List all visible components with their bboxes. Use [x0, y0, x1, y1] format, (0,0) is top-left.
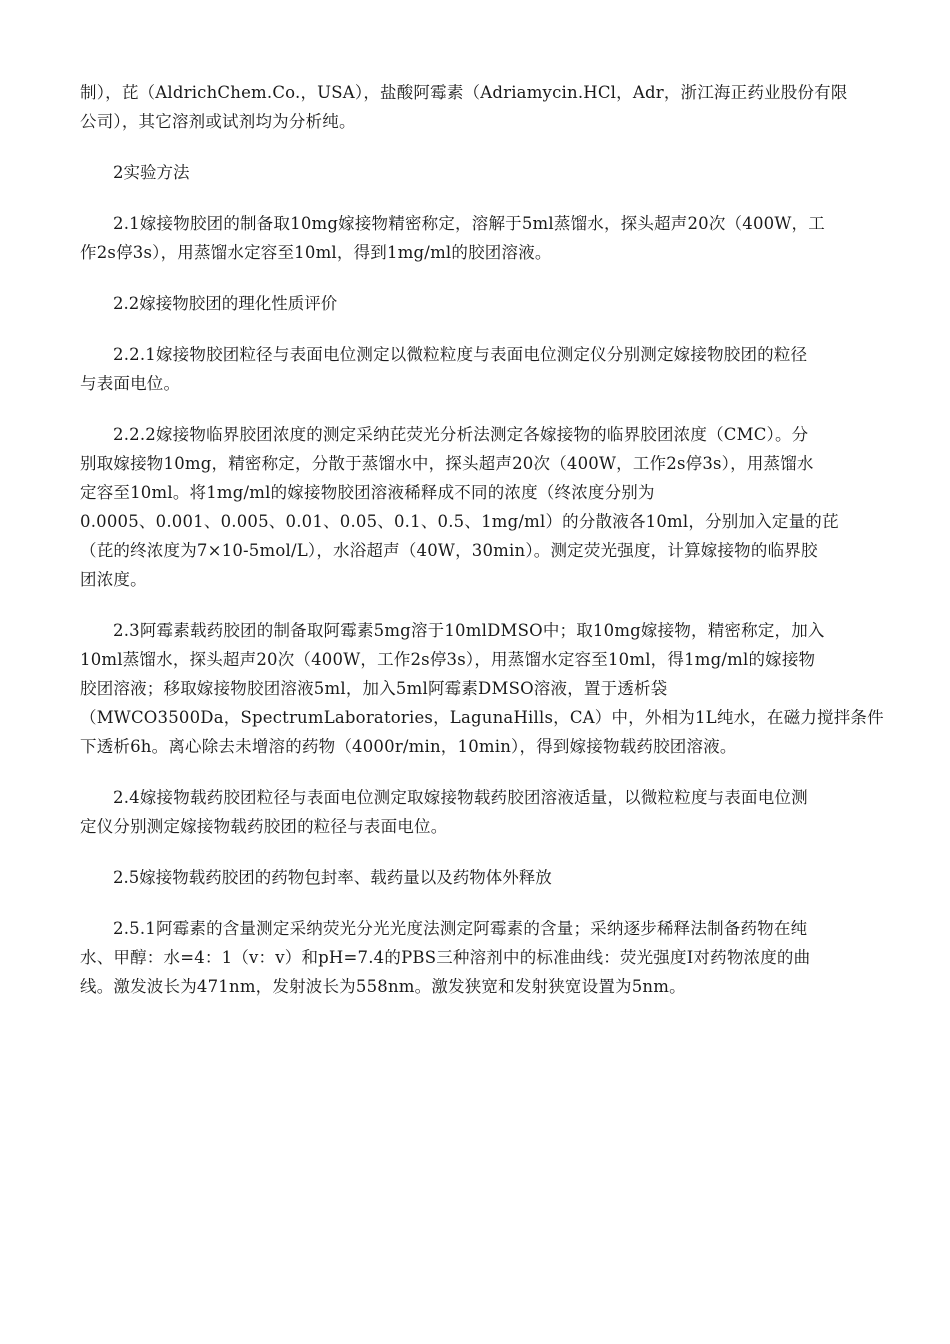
- text-line: 与表面电位。: [80, 374, 181, 393]
- text-line: 团浓度。: [80, 570, 147, 589]
- heading-text: 2.2嫁接物胶团的理化性质评价: [113, 294, 338, 313]
- section-heading-2: [80, 158, 870, 187]
- paragraph-2-2-2: [80, 420, 870, 594]
- section-heading-2-5: [80, 863, 870, 892]
- text-line: 线。激发波长为471nm，发射波长为558nm。激发狭宽和发射狭宽设置为5nm。: [80, 977, 686, 996]
- text-line: 2.5.1阿霉素的含量测定采纳荧光分光光度法测定阿霉素的含量；采纳逐步稀释法制备药物在纯: [113, 919, 808, 938]
- paragraph-2-2-1: [80, 340, 870, 398]
- text-line: 2.2.1嫁接物胶团粒径与表面电位测定以微粒粒度与表面电位测定仪分别测定嫁接物胶团的粒径: [113, 345, 808, 364]
- paragraph-2-3: [80, 616, 884, 761]
- text-line: 2.4嫁接物载药胶团粒径与表面电位测定取嫁接物载药胶团溶液适量，以微粒粒度与表面电位测: [113, 788, 808, 807]
- text-line: 2.3阿霉素载药胶团的制备取阿霉素5mg溶于10mlDMSO中；取10mg嫁接物，精密称定，加入: [113, 621, 825, 640]
- text-line: （MWCO3500Da，SpectrumLaboratories，LagunaHills，CA）中，外相为1L纯水，在磁力搅拌条件: [80, 708, 884, 727]
- section-heading-2-2: [80, 289, 870, 318]
- text-line: 0.0005、0.001、0.005、0.01、0.05、0.1、0.5、1mg/ml）的分散液各10ml，分别加入定量的芘: [80, 512, 839, 531]
- text-line: 制），芘（AldrichChem.Co.，USA），盐酸阿霉素（Adriamycin.HCl，Adr，浙江海正药业股份有限: [80, 83, 848, 102]
- text-line: 2.1嫁接物胶团的制备取10mg嫁接物精密称定，溶解于5ml蒸馏水，探头超声20次（400W，工: [113, 214, 825, 233]
- document-page: [80, 78, 884, 1023]
- text-line: 公司），其它溶剂或试剂均为分析纯。: [80, 112, 356, 131]
- heading-text: 2实验方法: [113, 163, 190, 182]
- text-line: （芘的终浓度为7×10-5mol/L），水浴超声（40W，30min）。测定荧光强度，计算嫁接物的临界胶: [80, 541, 818, 560]
- text-line: 2.2.2嫁接物临界胶团浓度的测定采纳芘荧光分析法测定各嫁接物的临界胶团浓度（CMC）。分: [113, 425, 809, 444]
- text-line: 定容至10ml。将1mg/ml的嫁接物胶团溶液稀释成不同的浓度（终浓度分别为: [80, 483, 655, 502]
- text-line: 作2s停3s），用蒸馏水定容至10ml，得到1mg/ml的胶团溶液。: [80, 243, 552, 262]
- paragraph-2-5-1: [80, 914, 870, 1001]
- paragraph-2-1: [80, 209, 870, 267]
- text-line: 定仪分别测定嫁接物载药胶团的粒径与表面电位。: [80, 817, 448, 836]
- text-line: 别取嫁接物10mg，精密称定，分散于蒸馏水中，探头超声20次（400W，工作2s停3s），用蒸馏水: [80, 454, 814, 473]
- paragraph-materials-end: [80, 78, 870, 136]
- text-line: 下透析6h。离心除去未增溶的药物（4000r/min，10min），得到嫁接物载药胶团溶液。: [80, 737, 737, 756]
- text-line: 10ml蒸馏水，探头超声20次（400W，工作2s停3s），用蒸馏水定容至10ml，得1mg/ml的嫁接物: [80, 650, 816, 669]
- heading-text: 2.5嫁接物载药胶团的药物包封率、载药量以及药物体外释放: [113, 868, 552, 887]
- text-line: 胶团溶液；移取嫁接物胶团溶液5ml，加入5ml阿霉素DMSO溶液，置于透析袋: [80, 679, 668, 698]
- paragraph-2-4: [80, 783, 870, 841]
- text-line: 水、甲醇：水=4：1（v：v）和pH=7.4的PBS三种溶剂中的标准曲线：荧光强度I对药物浓度的曲: [80, 948, 811, 967]
